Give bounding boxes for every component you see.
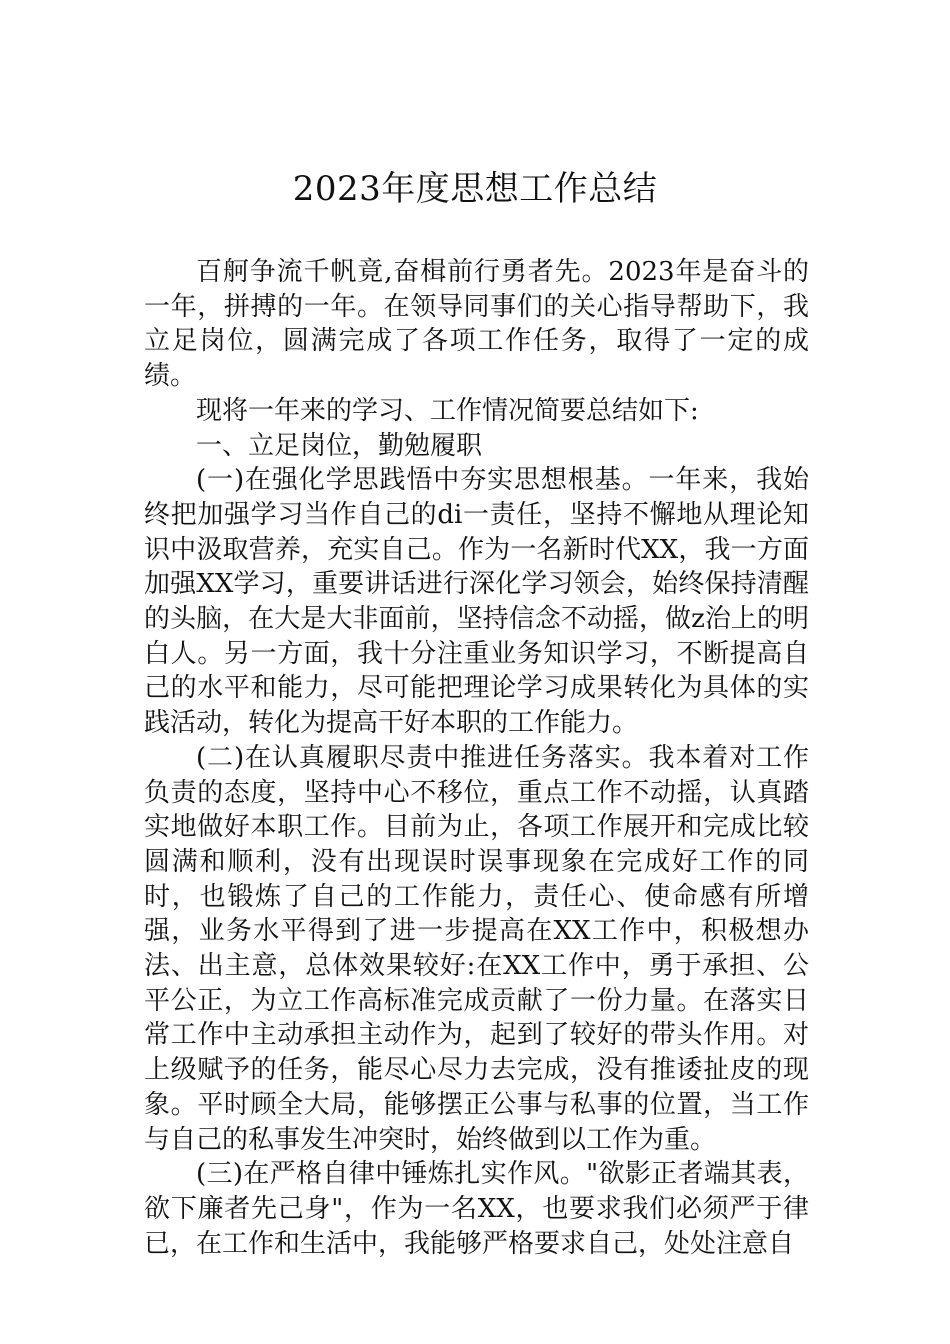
paragraph-intro: 百舸争流千帆竟,奋楫前行勇者先。2023年是奋斗的一年，拼搏的一年。在领导同事们的关心指导帮助下，我立足岗位，圆满完成了各项工作任务，取得了一定的成绩。 — [144, 257, 809, 392]
section-heading-1: 一、立足岗位，勤勉履职 — [196, 430, 483, 461]
paragraph-item-1: (一)在强化学思践悟中夯实思想根基。一年来，我始终把加强学习当作自己的di一责任，坚持不懈地从理论知识中汲取营养，充实自己。作为一名新时代XX，我一方面加强XX学习，重要讲话进行深化学习领会，始终保持清醒的头脑，在大是大非面前，坚持信念不动摇，做z治上的明白人。另一方面，我十分注重业务知识学习，不断提高自己的水平和能力，尽可能把理论学习成果转化为具体的实践活动，转化为提高干好本职的工作能力。 — [144, 465, 809, 739]
paragraph-item-2: (二)在认真履职尽责中推进任务落实。我本着对工作负责的态度，坚持中心不移位，重点工作不动摇，认真踏实地做好本职工作。目前为止，各项工作展开和完成比较圆满和顺利，没有出现误时误事现象在完成好工作的同时，也锻炼了自己的工作能力，责任心、使命感有所增强，业务水平得到了进一步提高在XX工作中，积极想办法、出主意，总体效果较好:在XX工作中，勇于承担、公平公正，为立工作高标准完成贡献了一份力量。在落实日常工作中主动承担主动作为，起到了较好的带头作用。对上级赋予的任务，能尽心尽力去完成，没有推诿扯皮的现象。平时顾全大局，能够摆正公事与私事的位置，当工作与自己的私事发生冲突时，始终做到以工作为重。 — [144, 742, 809, 1155]
paragraph-summary-lead: 现将一年来的学习、工作情况简要总结如下: — [196, 395, 699, 426]
paragraph-item-3: (三)在严格自律中锤炼扎实作风。"欲影正者端其表，欲下廉者先己身"，作为一名XX，也要求我们必须严于律已，在工作和生活中，我能够严格要求自己，处处注意自 — [144, 1159, 809, 1259]
document-title: 2023年度思想工作总结 — [292, 169, 658, 209]
document-body — [144, 255, 809, 1261]
